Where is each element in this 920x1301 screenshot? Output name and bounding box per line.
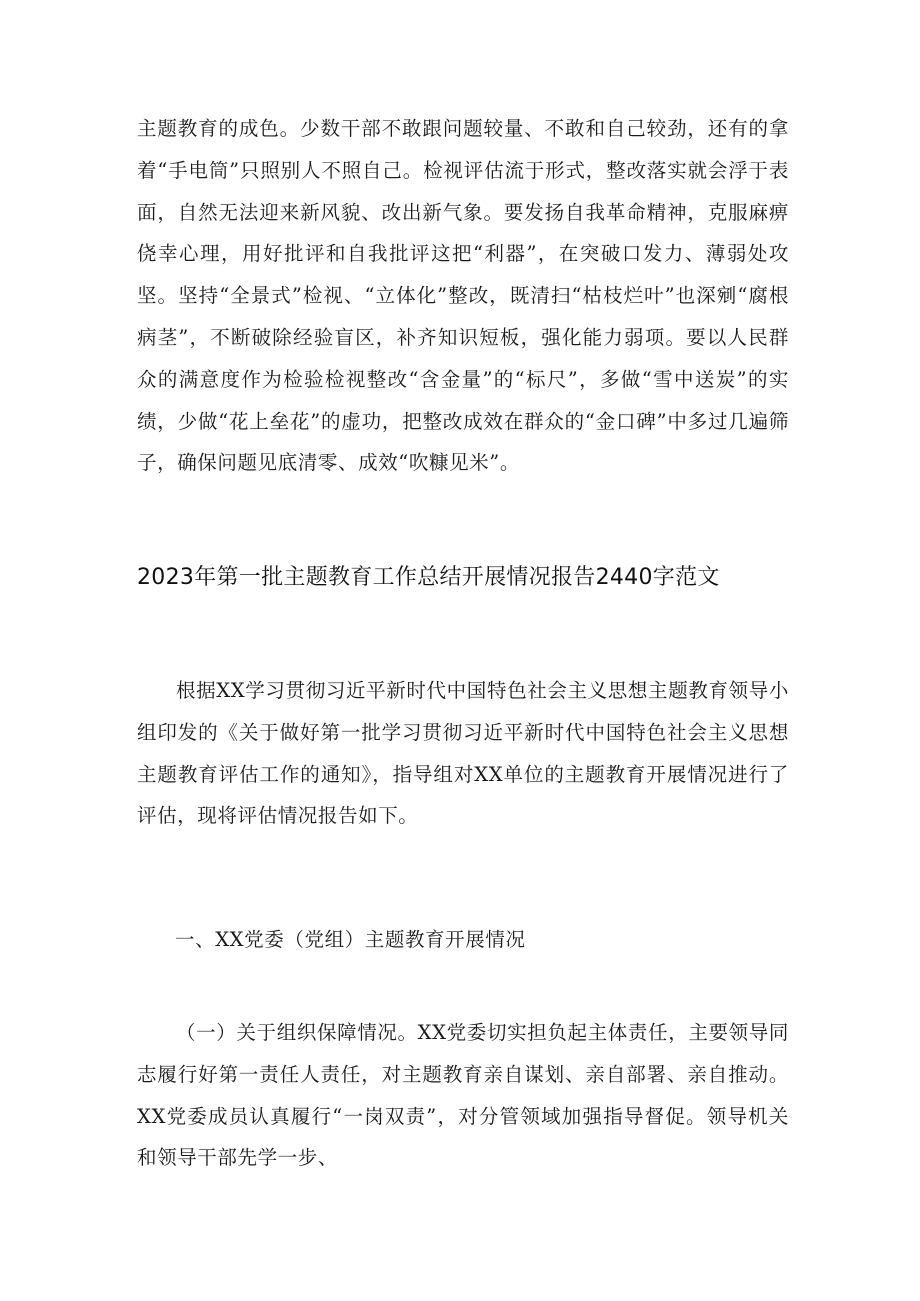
article-title: 2023年第一批主题教育工作总结开展情况报告2440字范文 bbox=[137, 565, 720, 590]
subsection-paragraph: （一）关于组织保障情况。XX党委切实担负起主体责任，主要领导同志履行好第一责任人责任，对主题教育亲自谋划、亲自部署、亲自推动。XX党委成员认真履行“一岗双责”，对分管领域加强指导督促。领导机关和领导干部先学一步、 bbox=[137, 1021, 789, 1170]
section-heading: 一、XX党委（党组）主题教育开展情况 bbox=[175, 928, 526, 951]
intro-paragraph: 根据XX学习贯彻习近平新时代中国特色社会主义思想主题教育领导小组印发的《关于做好第一批学习贯彻习近平新时代中国特色社会主义思想主题教育评估工作的通知》，指导组对XX单位的主题教育开展情况进行了评估，现将评估情况报告如下。 bbox=[137, 679, 789, 828]
continuation-paragraph: 主题教育的成色。少数干部不敢跟问题较量、不敢和自己较劲，还有的拿着“手电筒”只照别人不照自己。检视评估流于形式，整改落实就会浮于表面，自然无法迎来新风貌、改出新气象。要发扬自我革命精神，克服麻痹侥幸心理，用好批评和自我批评这把“利器”，在突破口发力、薄弱处攻坚。坚持“全景式”检视、“立体化”整改，既清扫“枯枝烂叶”也深剜“腐根病茎”，不断破除经验盲区，补齐知识短板，强化能力弱项。要以人民群众的满意度作为检验检视整改“含金量”的“标尺”，多做“雪中送炭”的实绩，少做“花上垒花”的虚功，把整改成效在群众的“金口碑”中多过几遍筛子，确保问题见底清零、成效“吹糠见米”。 bbox=[137, 117, 789, 475]
